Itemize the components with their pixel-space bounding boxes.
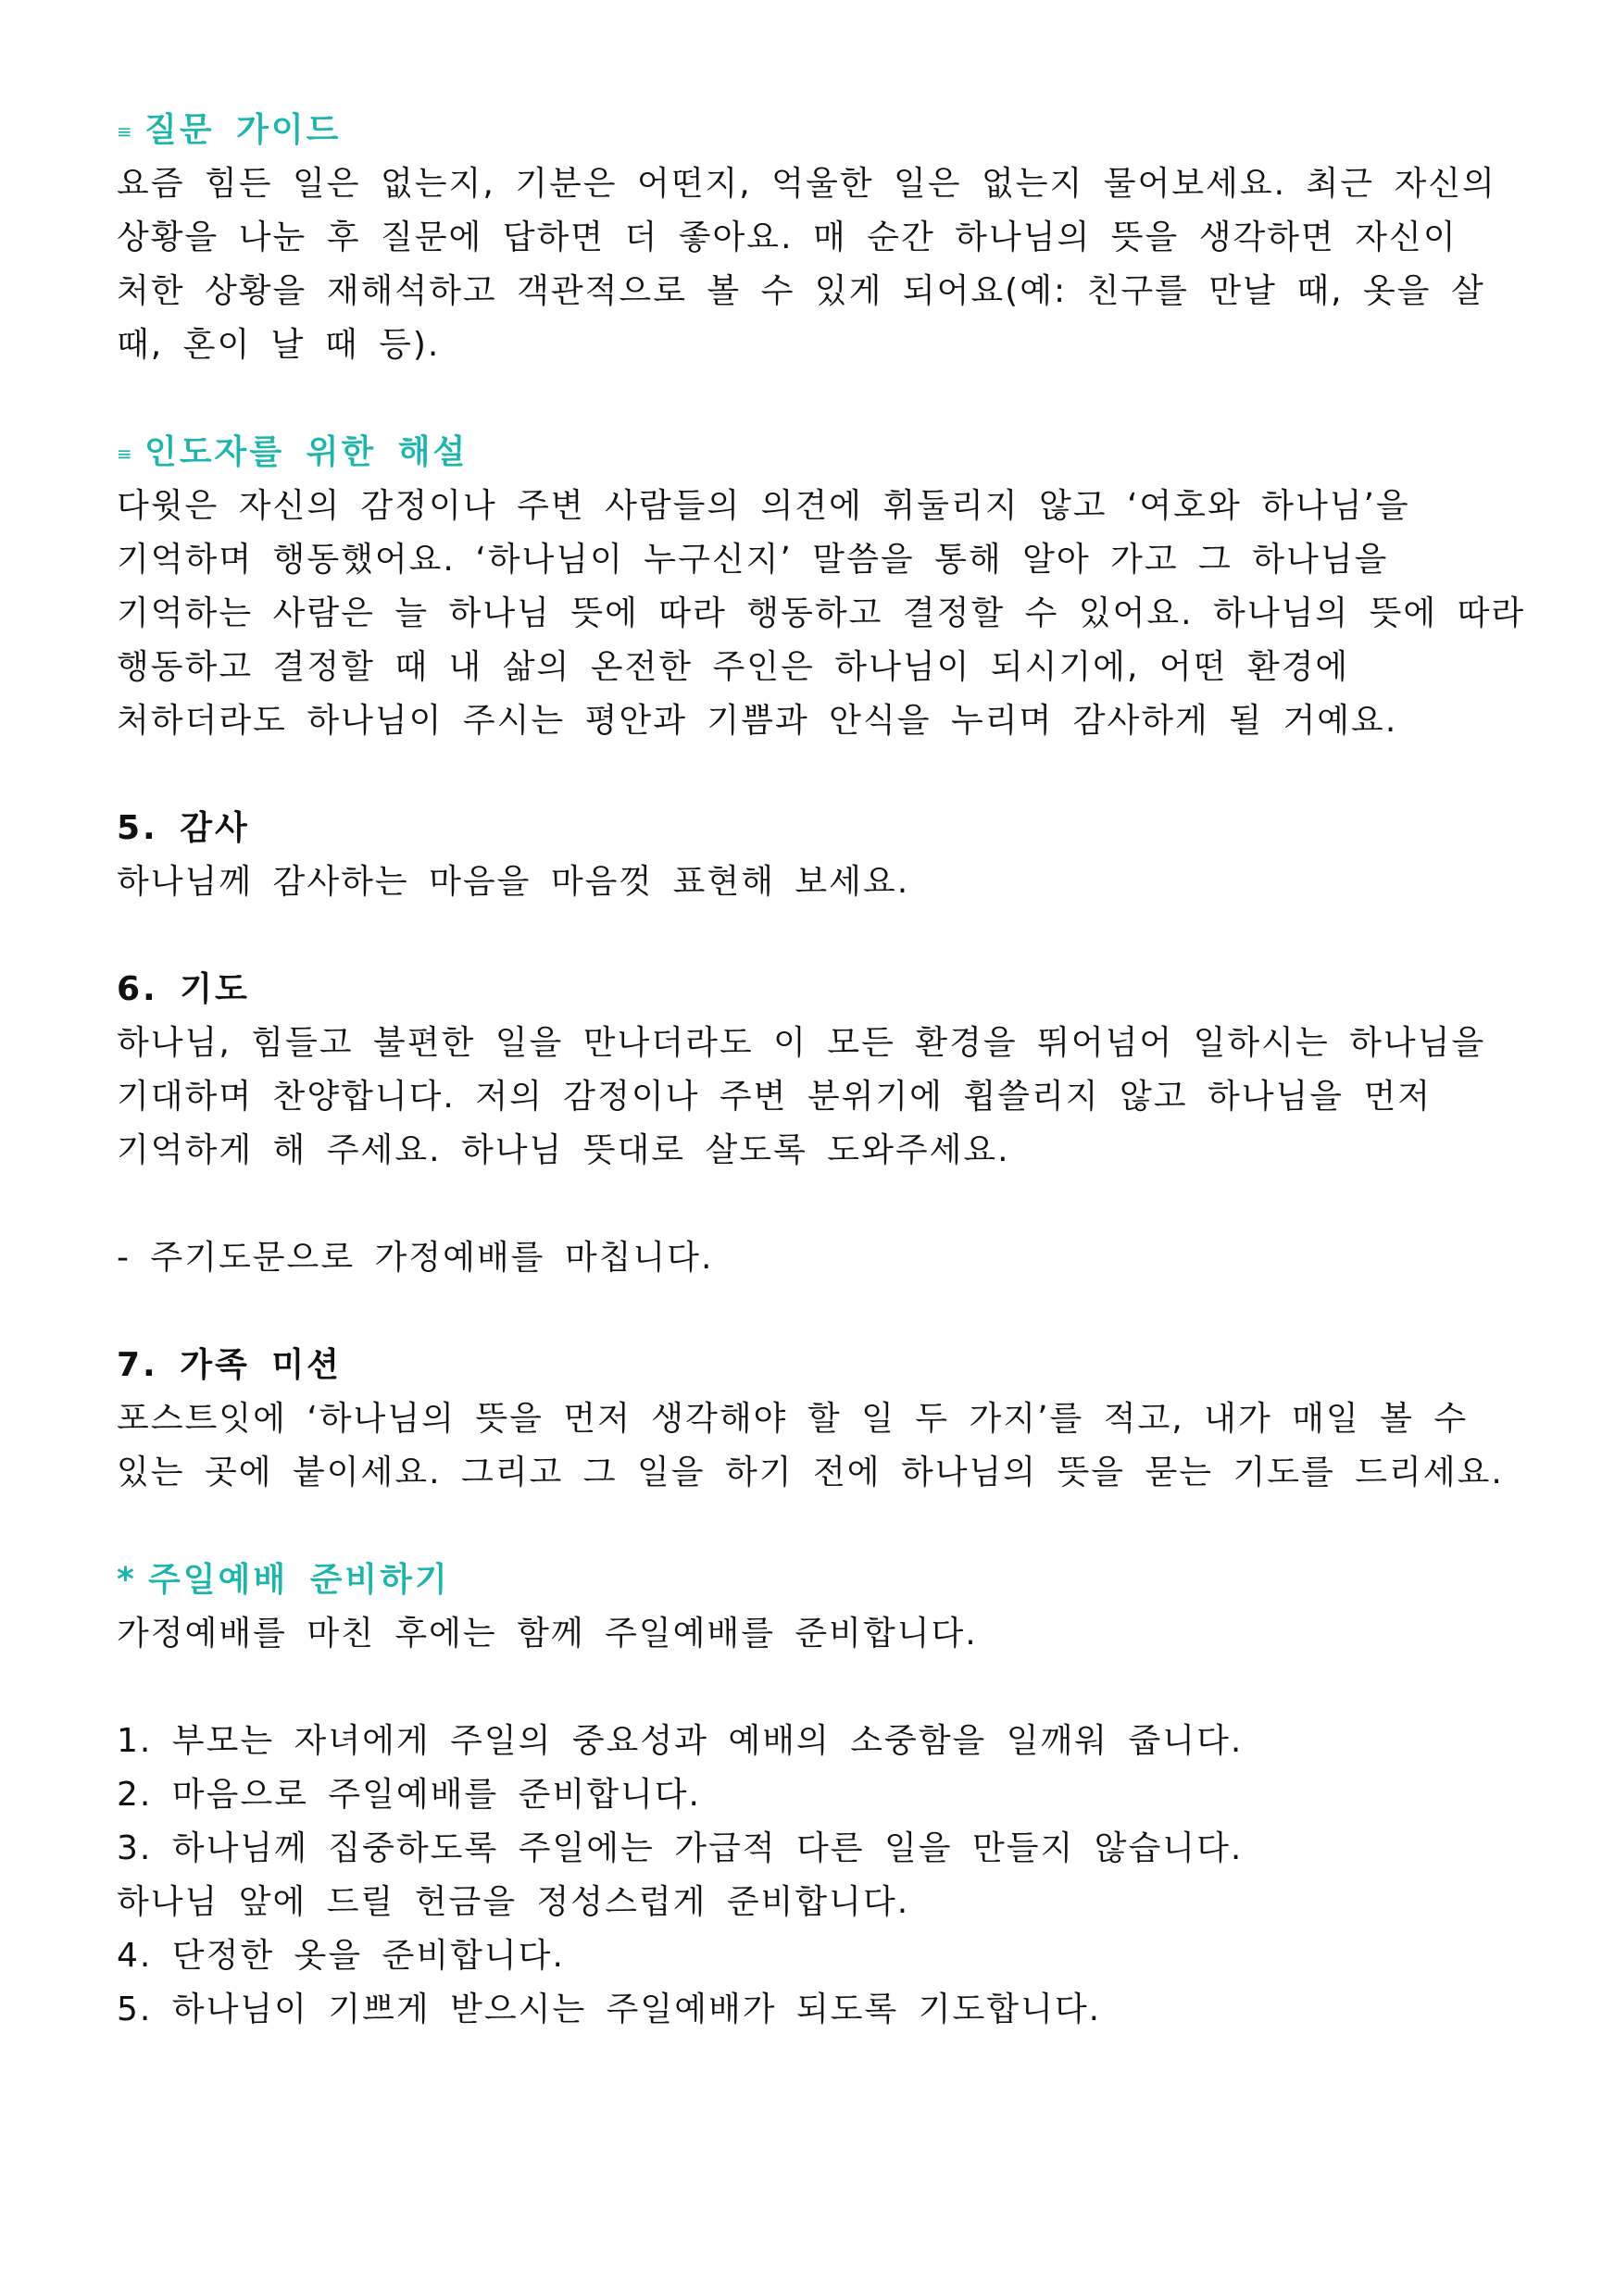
question-guide-body [117, 157, 1524, 372]
question-guide-heading [117, 104, 1524, 157]
body-line: 때, 혼이 날 때 등). [117, 326, 441, 364]
body-line: 다윗은 자신의 감정이나 주변 사람들의 의견에 휘둘리지 않고 ‘여호와 하나님’을 [117, 487, 1410, 525]
asterisk-icon: * [117, 1561, 137, 1599]
menu-lines-icon: ≡ [117, 120, 135, 143]
body-line: 있는 곳에 붙이세요. 그리고 그 일을 하기 전에 하나님의 뜻을 묻는 기도를 드리세요. [117, 1454, 1504, 1491]
list-item: 2. 마음으로 주일예배를 준비합니다. [117, 1776, 701, 1814]
family-mission-heading: 7. 가족 미션 [117, 1346, 342, 1384]
leader-commentary-title: 인도자를 위한 해설 [144, 433, 469, 471]
spacer [117, 1178, 1524, 1231]
thanks-heading: 5. 감사 [117, 809, 250, 847]
body-line: 기억하며 행동했어요. ‘하나님이 누구신지’ 말씀을 통해 알아 가고 그 하나님을 [117, 541, 1389, 579]
body-line: 하나님, 힘들고 불편한 일을 만나더라도 이 모든 환경을 뛰어넘어 일하시는 하나님을 [117, 1024, 1486, 1062]
body-line: 기억하게 해 주세요. 하나님 뜻대로 살도록 도와주세요. [117, 1131, 1010, 1169]
body-line: 처하더라도 하나님이 주시는 평안과 기쁨과 안식을 누리며 감사하게 될 거예요. [117, 702, 1398, 740]
list-item: 4. 단정한 옷을 준비합니다. [117, 1937, 565, 1975]
sunday-prep-heading [117, 1554, 1524, 1607]
spacer [117, 372, 1524, 426]
spacer [117, 748, 1524, 802]
body-line: 하나님께 감사하는 마음을 마음껏 표현해 보세요. [117, 863, 910, 901]
body-line: 행동하고 결정할 때 내 삶의 온전한 주인은 하나님이 되시기에, 어떤 환경에 [117, 648, 1350, 686]
prayer-heading: 6. 기도 [117, 970, 250, 1008]
question-guide-title: 질문 가이드 [144, 111, 342, 149]
body-line: 기억하는 사람은 늘 하나님 뜻에 따라 행동하고 결정할 수 있어요. 하나님의 뜻에 따라 [117, 594, 1526, 632]
prayer-body [117, 1017, 1524, 1178]
family-mission-body [117, 1392, 1524, 1500]
list-item: 3. 하나님께 집중하도록 주일에는 가급적 다른 일을 만들지 않습니다. [117, 1829, 1244, 1867]
body-line: 상황을 나눈 후 질문에 답하면 더 좋아요. 매 순간 하나님의 뜻을 생각하면 자신이 [117, 218, 1458, 256]
sunday-prep-title: 주일예배 준비하기 [148, 1561, 450, 1599]
body-line: 포스트잇에 ‘하나님의 뜻을 먼저 생각해야 할 일 두 가지’를 적고, 내가 매일 볼 수 [117, 1400, 1469, 1438]
spacer [117, 1661, 1524, 1715]
leader-commentary-heading [117, 426, 1524, 480]
body-line: 요즘 힘든 일은 없는지, 기분은 어떤지, 억울한 일은 없는지 물어보세요. 최근 자신의 [117, 165, 1496, 203]
leader-commentary-body [117, 480, 1524, 748]
body-line: 기대하며 찬양합니다. 저의 감정이나 주변 분위기에 휩쓸리지 않고 하나님을 먼저 [117, 1078, 1433, 1116]
list-item: 5. 하나님이 기쁘게 받으시는 주일예배가 되도록 기도합니다. [117, 1990, 1102, 2028]
sunday-prep-list [117, 1715, 1524, 2037]
sunday-prep-intro: 가정예배를 마친 후에는 함께 주일예배를 준비합니다. [117, 1615, 978, 1653]
body-line: 처한 상황을 재해석하고 객관적으로 볼 수 있게 되어요(예: 친구를 만날 때, 옷을 살 [117, 272, 1485, 310]
spacer [117, 909, 1524, 963]
spacer [117, 1285, 1524, 1339]
list-item: 하나님 앞에 드릴 헌금을 정성스럽게 준비합니다. [117, 1883, 910, 1921]
spacer [117, 1500, 1524, 1554]
prayer-closing: - 주기도문으로 가정예배를 마칩니다. [117, 1239, 714, 1277]
menu-lines-icon: ≡ [117, 443, 135, 465]
document-page [117, 104, 1524, 2037]
list-item: 1. 부모는 자녀에게 주일의 중요성과 예배의 소중함을 일깨워 줍니다. [117, 1722, 1244, 1760]
